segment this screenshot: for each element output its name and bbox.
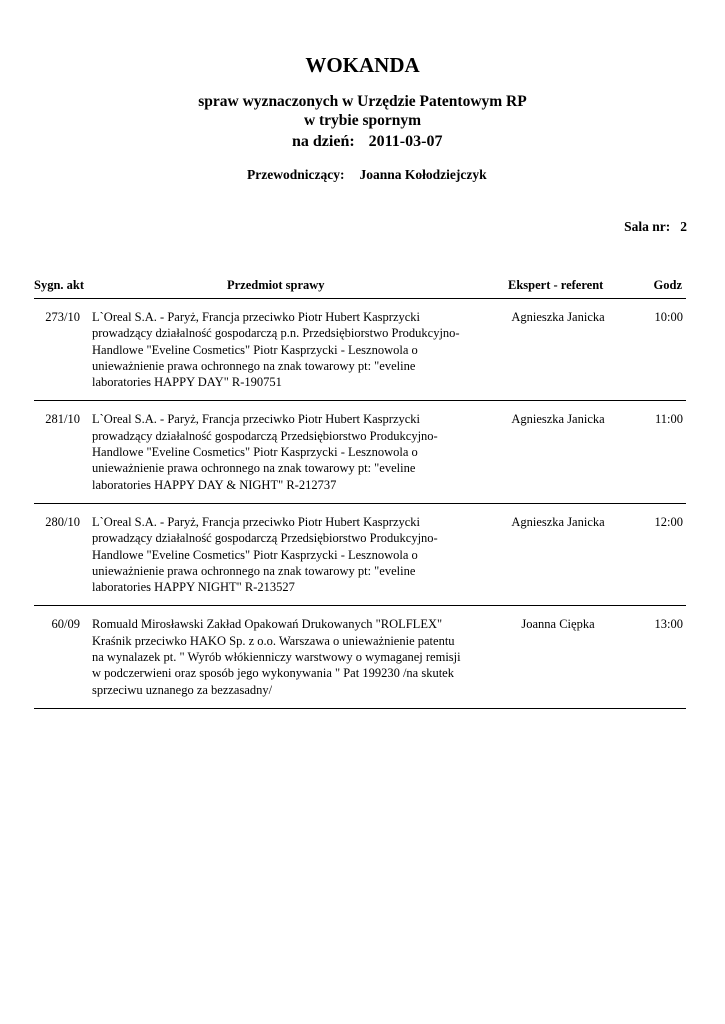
room-label: Sala nr:: [624, 219, 671, 234]
row-sygn: 60/09: [51, 617, 80, 632]
row-sygn: 280/10: [45, 514, 80, 529]
page-title: WOKANDA: [305, 53, 420, 77]
row-expert: Agnieszka Janicka: [511, 310, 605, 324]
row-time: 13:00: [654, 617, 683, 632]
row-subject: Romuald Mirosławski Zakład Opakowań Drukowanych "ROLFLEX" Kraśnik przeciwko HAKO Sp. z o.o. Warszawa o unieważnienie patentu na wynalazek pt. " Wyrób włókienniczy warstwowy o wymaganej remisji w podczerwieni oraz sposób jego wykonywania " Pat 199230 /na skutek sprzeciwu uznanego za bezzasadny/: [92, 617, 461, 697]
subtitle-line-2: w trybie spornym: [303, 112, 422, 129]
chair-line: [247, 167, 487, 183]
row-expert: Agnieszka Janicka: [511, 514, 605, 529]
table-header: [34, 276, 686, 299]
row-sygn: 281/10: [45, 412, 80, 427]
column-header-time: Godz: [653, 278, 682, 292]
date-label: na dzień:: [292, 133, 355, 150]
table-row: [34, 606, 686, 708]
row-time: 11:00: [654, 412, 683, 427]
chair-value: Joanna Kołodziejczyk: [359, 167, 487, 182]
row-expert: Joanna Ciępka: [521, 617, 595, 632]
docket-table: [34, 276, 686, 709]
room-value: 2: [680, 219, 687, 234]
date-line: [292, 133, 442, 151]
column-header-subject: Przedmiot sprawy: [227, 278, 325, 292]
date-value: 2011-03-07: [368, 133, 443, 150]
column-header-expert: Ekspert - referent: [508, 278, 604, 292]
row-time: 12:00: [654, 514, 683, 529]
room-line: [624, 219, 687, 235]
row-subject: L`Oreal S.A. - Paryż, Francja przeciwko Piotr Hubert Kasprzycki prowadzący działalność gospodarczą Przedsiębiorstwo Produkcyjno-Handlowe "Eveline Cosmetics" Piotr Kasprzycki - Lesznowola o unieważnienie prawa ochronnego na znak towarowy pt: "eveline laboratories HAPPY NIGHT" R-213527: [92, 514, 438, 595]
column-header-sygn: Sygn. akt: [34, 278, 85, 292]
row-subject: L`Oreal S.A. - Paryż, Francja przeciwko Piotr Hubert Kasprzycki prowadzący działalność gospodarczą Przedsiębiorstwo Produkcyjno-Handlowe "Eveline Cosmetics" Piotr Kasprzycki - Lesznowola o unieważnienie prawa ochronnego na znak towarowy pt: "eveline laboratories HAPPY DAY & NIGHT" R-212737: [92, 412, 438, 492]
table-row: [34, 299, 686, 401]
table-row: [34, 504, 686, 606]
table-row: [34, 401, 686, 503]
subtitle-line-1: spraw wyznaczonych w Urzędzie Patentowym RP: [198, 93, 527, 110]
chair-label: Przewodniczący:: [247, 167, 345, 182]
row-expert: Agnieszka Janicka: [511, 412, 605, 427]
row-sygn: 273/10: [45, 310, 80, 324]
subtitle: [0, 92, 725, 130]
row-time: 10:00: [654, 310, 683, 324]
row-subject: L`Oreal S.A. - Paryż, Francja przeciwko Piotr Hubert Kasprzycki prowadzący działalność gospodarczą p.n. Przedsiębiorstwo Produkcyjno-Handlowe "Eveline Cosmetics" Piotr Kasprzycki - Lesznowola o unieważnienie prawa ochronnego na znak towarowy pt: "eveline laboratories HAPPY DAY" R-190751: [92, 310, 460, 390]
